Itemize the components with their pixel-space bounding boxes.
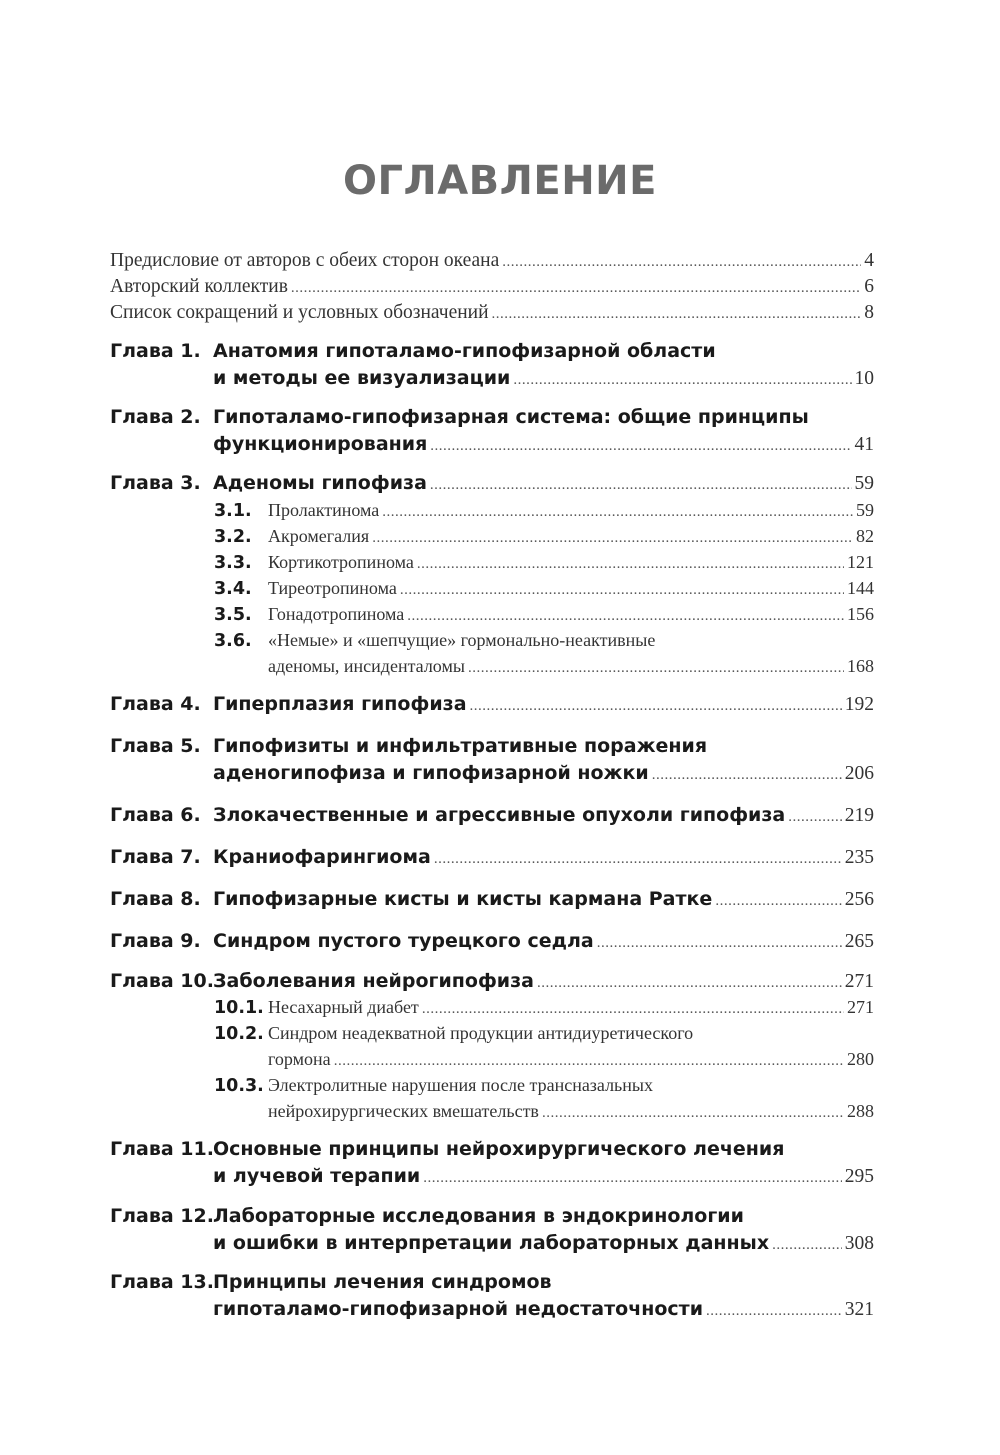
page-number: 308 bbox=[844, 1233, 874, 1254]
toc-section[interactable] bbox=[214, 526, 874, 552]
page-number: 121 bbox=[847, 552, 874, 572]
chapter-title: и методы ее визуализации bbox=[213, 367, 511, 389]
chapter-label: Глава 11. bbox=[110, 1138, 214, 1160]
chapter-title: Гипофизарные кисты и кисты кармана Ратке bbox=[213, 888, 713, 910]
page-number: 271 bbox=[847, 997, 874, 1017]
chapter-label: Глава 1. bbox=[110, 340, 201, 362]
dot-leader bbox=[492, 306, 862, 323]
page-number: 6 bbox=[864, 276, 874, 297]
toc-chapter-6[interactable] bbox=[110, 804, 874, 832]
dot-leader bbox=[382, 504, 853, 521]
section-label: 3.2. bbox=[214, 527, 252, 547]
dot-leader bbox=[417, 556, 844, 573]
section-title: нейрохирургических вмешательств bbox=[268, 1101, 539, 1121]
chapter-label: Глава 8. bbox=[110, 888, 201, 910]
section-title: Пролактинома bbox=[268, 500, 380, 520]
toc-chapter-3[interactable] bbox=[110, 472, 874, 500]
page-number: 10 bbox=[854, 368, 874, 389]
section-title: гормона bbox=[268, 1049, 331, 1069]
dot-leader bbox=[470, 698, 842, 715]
dot-leader bbox=[407, 608, 844, 625]
chapter-title: Гипофизиты и инфильтративные поражения bbox=[213, 735, 708, 757]
page-number: 256 bbox=[844, 889, 874, 910]
page-number: 156 bbox=[847, 604, 874, 624]
page-number: 235 bbox=[844, 847, 874, 868]
page-number: 82 bbox=[856, 526, 874, 546]
toc-chapter-2[interactable] bbox=[110, 406, 874, 434]
chapter-title: Гипоталамо-гипофизарная система: общие принципы bbox=[213, 406, 809, 428]
section-label: 3.1. bbox=[214, 501, 252, 521]
chapter-title: Заболевания нейрогипофиза bbox=[213, 970, 534, 992]
chapter-label: Глава 3. bbox=[110, 472, 201, 494]
chapter-label: Глава 6. bbox=[110, 804, 201, 826]
dot-leader bbox=[434, 851, 842, 868]
chapter-title: Злокачественные и агрессивные опухоли гипофиза bbox=[213, 804, 786, 826]
dot-leader bbox=[788, 809, 842, 826]
chapter-label: Глава 2. bbox=[110, 406, 201, 428]
page-number: 192 bbox=[844, 694, 874, 715]
dot-leader bbox=[468, 660, 844, 677]
chapter-title: и лучевой терапии bbox=[213, 1165, 421, 1187]
chapter-title: функционирования bbox=[213, 433, 428, 455]
toc-section-cont[interactable] bbox=[214, 656, 874, 682]
dot-leader bbox=[542, 1105, 844, 1122]
toc-chapter-1[interactable] bbox=[110, 340, 874, 368]
toc-chapter-4[interactable] bbox=[110, 693, 874, 721]
toc-chapter-13-cont[interactable] bbox=[110, 1298, 874, 1326]
chapter-label: Глава 7. bbox=[110, 846, 201, 868]
section-label: 3.4. bbox=[214, 579, 252, 599]
toc-entry-text: Список сокращений и условных обозначений bbox=[110, 302, 489, 323]
dot-leader bbox=[423, 1170, 842, 1187]
toc-chapter-10[interactable] bbox=[110, 970, 874, 998]
section-title: Гонадотропинома bbox=[268, 604, 405, 624]
chapter-title: Аденомы гипофиза bbox=[213, 472, 427, 494]
chapter-label: Глава 9. bbox=[110, 930, 201, 952]
page-number: 288 bbox=[847, 1101, 874, 1121]
dot-leader bbox=[652, 767, 842, 784]
chapter-title: гипоталамо-гипофизарной недостаточности bbox=[213, 1298, 704, 1320]
page-number: 280 bbox=[847, 1049, 874, 1069]
page-number: 271 bbox=[844, 971, 874, 992]
chapter-title: Анатомия гипоталамо-гипофизарной области bbox=[213, 340, 716, 362]
chapter-label: Глава 13. bbox=[110, 1271, 214, 1293]
dot-leader bbox=[502, 254, 861, 271]
toc-chapter-12-cont[interactable] bbox=[110, 1232, 874, 1260]
dot-leader bbox=[706, 1303, 842, 1320]
toc-front-item[interactable] bbox=[110, 302, 874, 330]
toc-chapter-12[interactable] bbox=[110, 1205, 874, 1233]
dot-leader bbox=[422, 1001, 844, 1018]
chapter-title: Лабораторные исследования в эндокринологии bbox=[213, 1205, 744, 1227]
section-title: аденомы, инсиденталомы bbox=[268, 656, 465, 676]
section-label: 3.5. bbox=[214, 605, 252, 625]
toc-entry-text: Авторский коллектив bbox=[110, 276, 288, 297]
toc-section[interactable] bbox=[214, 552, 874, 578]
section-title: Тиреотропинома bbox=[268, 578, 397, 598]
toc-entry-text: Предисловие от авторов с обеих сторон океана bbox=[110, 250, 500, 271]
dot-leader bbox=[400, 582, 844, 599]
toc-chapter-9[interactable] bbox=[110, 930, 874, 958]
section-label: 10.2. bbox=[214, 1024, 264, 1044]
page-number: 295 bbox=[844, 1166, 874, 1187]
section-label: 3.3. bbox=[214, 553, 252, 573]
toc-section[interactable] bbox=[214, 1023, 874, 1049]
toc-chapter-13[interactable] bbox=[110, 1271, 874, 1299]
toc-chapter-5[interactable] bbox=[110, 735, 874, 763]
toc-section[interactable] bbox=[214, 997, 874, 1023]
toc-chapter-5-cont[interactable] bbox=[110, 762, 874, 790]
chapter-title: аденогипофиза и гипофизарной ножки bbox=[213, 762, 649, 784]
toc-chapter-2-cont[interactable] bbox=[110, 433, 874, 461]
section-title: Синдром неадекватной продукции антидиуретического bbox=[268, 1023, 694, 1043]
toc-section[interactable] bbox=[214, 500, 874, 526]
dot-leader bbox=[291, 280, 861, 297]
dot-leader bbox=[513, 372, 851, 389]
dot-leader bbox=[715, 893, 841, 910]
toc-section[interactable] bbox=[214, 630, 874, 656]
section-title: Кортикотропинома bbox=[268, 552, 414, 572]
dot-leader bbox=[334, 1053, 844, 1070]
dot-leader bbox=[597, 935, 842, 952]
toc-chapter-11-cont[interactable] bbox=[110, 1165, 874, 1193]
dot-leader bbox=[772, 1237, 842, 1254]
section-label: 3.6. bbox=[214, 631, 252, 651]
page-number: 219 bbox=[844, 805, 874, 826]
section-label: 10.3. bbox=[214, 1076, 264, 1096]
chapter-title: Принципы лечения синдромов bbox=[213, 1271, 552, 1293]
page-number: 59 bbox=[854, 473, 874, 494]
section-title: «Немые» и «шепчущие» гормонально-неактивные bbox=[268, 630, 656, 650]
toc-section-cont[interactable] bbox=[214, 1049, 874, 1075]
chapter-label: Глава 12. bbox=[110, 1205, 214, 1227]
dot-leader bbox=[430, 438, 851, 455]
dot-leader bbox=[430, 477, 852, 494]
page-number: 8 bbox=[864, 302, 874, 323]
page-title: ОГЛАВЛЕНИЕ bbox=[343, 158, 657, 204]
toc-front-item[interactable] bbox=[110, 276, 874, 304]
page-number: 321 bbox=[844, 1299, 874, 1320]
page-number: 59 bbox=[856, 500, 874, 520]
chapter-label: Глава 10. bbox=[110, 970, 214, 992]
section-title: Несахарный диабет bbox=[268, 997, 419, 1017]
chapter-title: Основные принципы нейрохирургического лечения bbox=[213, 1138, 785, 1160]
toc-chapter-7[interactable] bbox=[110, 846, 874, 874]
chapter-title: Гиперплазия гипофиза bbox=[213, 693, 467, 715]
toc-chapter-11[interactable] bbox=[110, 1138, 874, 1166]
dot-leader bbox=[372, 530, 853, 547]
dot-leader bbox=[537, 975, 842, 992]
page-number: 168 bbox=[847, 656, 874, 676]
chapter-title: и ошибки в интерпретации лабораторных данных bbox=[213, 1232, 770, 1254]
section-label: 10.1. bbox=[214, 998, 264, 1018]
toc-section[interactable] bbox=[214, 578, 874, 604]
chapter-title: Краниофарингиома bbox=[213, 846, 431, 868]
page-number: 265 bbox=[844, 931, 874, 952]
toc-section[interactable] bbox=[214, 604, 874, 630]
page-number: 4 bbox=[864, 250, 874, 271]
section-title: Акромегалия bbox=[268, 526, 370, 546]
toc-section[interactable] bbox=[214, 1075, 874, 1101]
page-number: 206 bbox=[844, 763, 874, 784]
chapter-label: Глава 4. bbox=[110, 693, 201, 715]
page-number: 41 bbox=[854, 434, 874, 455]
toc-section-cont[interactable] bbox=[214, 1101, 874, 1127]
page-number: 144 bbox=[847, 578, 874, 598]
toc-chapter-1-cont[interactable] bbox=[110, 367, 874, 395]
section-title: Электролитные нарушения после трансназальных bbox=[268, 1075, 653, 1095]
chapter-title: Синдром пустого турецкого седла bbox=[213, 930, 594, 952]
toc-front-item[interactable] bbox=[110, 250, 874, 278]
chapter-label: Глава 5. bbox=[110, 735, 201, 757]
toc-chapter-8[interactable] bbox=[110, 888, 874, 916]
